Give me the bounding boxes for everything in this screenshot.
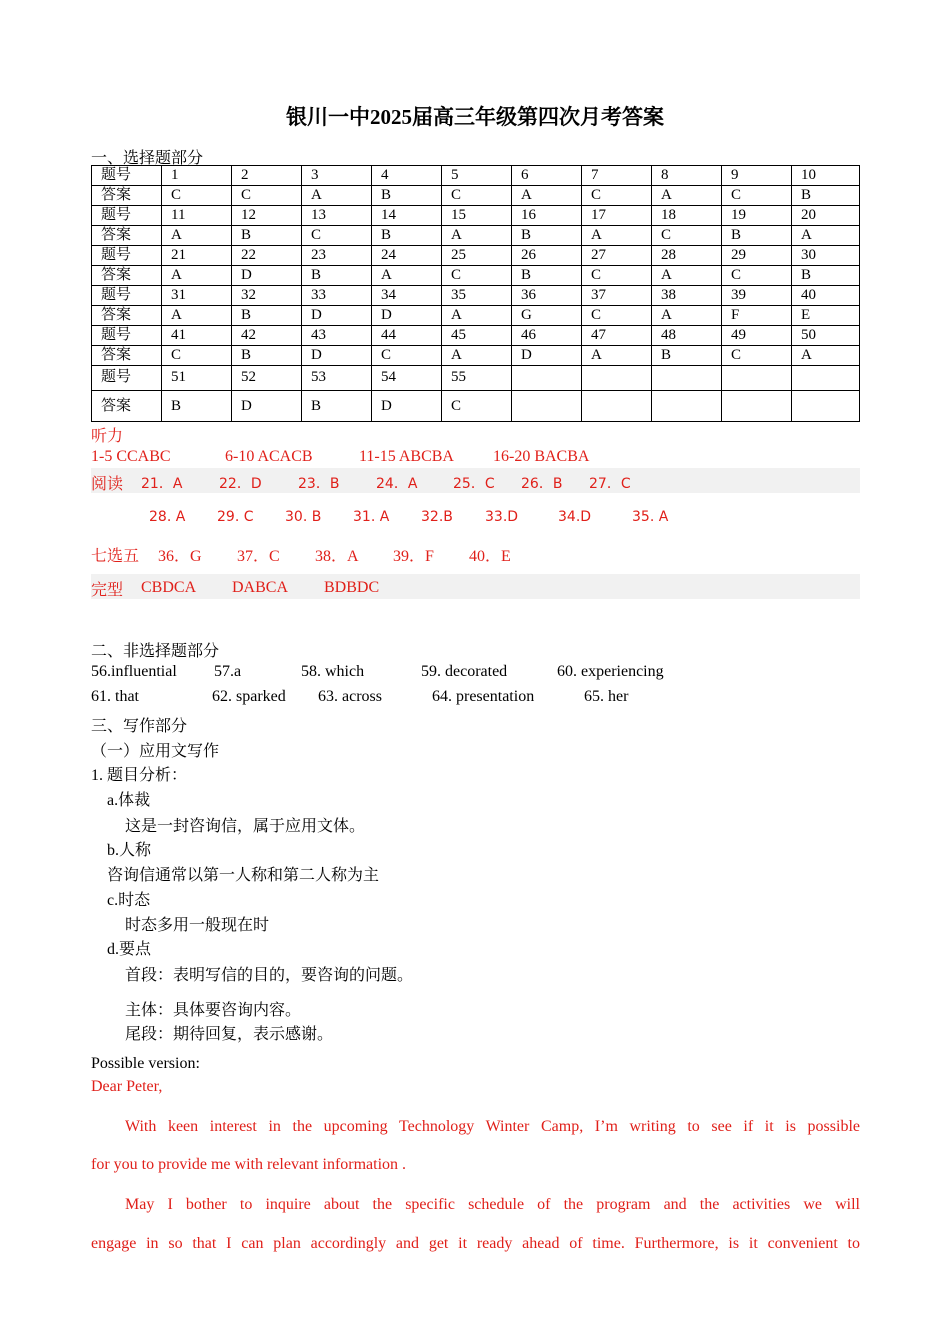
table-cell xyxy=(582,366,652,391)
table-row-label: 题号 xyxy=(92,286,162,306)
table-row-label: 答案 xyxy=(92,346,162,366)
table-cell: 26 xyxy=(512,246,582,266)
table-cell: B xyxy=(512,226,582,246)
table-row-label: 答案 xyxy=(92,306,162,326)
table-cell xyxy=(652,391,722,422)
table-cell: 21 xyxy=(162,246,232,266)
table-cell: C xyxy=(162,186,232,206)
table-cell: C xyxy=(652,226,722,246)
reading-item-26: 26．B xyxy=(521,476,563,492)
table-cell: D xyxy=(302,306,372,326)
analysis-d-text3: 尾段：期待回复，表示感谢。 xyxy=(125,1026,334,1043)
table-cell: 5 xyxy=(442,166,512,186)
table-cell: A xyxy=(162,226,232,246)
blank-59: 59. decorated xyxy=(421,663,508,680)
table-row xyxy=(92,346,860,366)
table-cell: 30 xyxy=(792,246,860,266)
possible-version-label: Possible version: xyxy=(91,1055,200,1072)
table-row xyxy=(92,186,860,206)
table-cell: A xyxy=(652,306,722,326)
table-cell: B xyxy=(232,346,302,366)
table-cell: C xyxy=(302,226,372,246)
table-cell: 35 xyxy=(442,286,512,306)
analysis-title: 1. 题目分析： xyxy=(91,767,188,784)
letter-salutation: Dear Peter, xyxy=(91,1078,163,1095)
table-cell: D xyxy=(232,266,302,286)
letter-p2-line2: engage in so that I can plan accordingly and get it ready ahead of time. Furthermore, is it convenient to xyxy=(91,1235,860,1252)
table-cell: 20 xyxy=(792,206,860,226)
table-cell: 46 xyxy=(512,326,582,346)
table-cell: A xyxy=(162,306,232,326)
analysis-b-label: b.人称 xyxy=(107,842,152,859)
table-cell xyxy=(582,391,652,422)
table-cell: 50 xyxy=(792,326,860,346)
table-cell: 49 xyxy=(722,326,792,346)
table-cell: 2 xyxy=(232,166,302,186)
table-cell: B xyxy=(722,226,792,246)
listening-group-3: 11-15 ABCBA xyxy=(359,448,454,465)
table-row-label: 题号 xyxy=(92,246,162,266)
table-cell: A xyxy=(582,346,652,366)
table-cell: 38 xyxy=(652,286,722,306)
table-cell: B xyxy=(372,226,442,246)
table-row-label: 题号 xyxy=(92,206,162,226)
cloze-group-2: DABCA xyxy=(232,579,289,596)
blank-62: 62. sparked xyxy=(212,688,286,705)
blank-60: 60. experiencing xyxy=(557,663,664,680)
table-cell: G xyxy=(512,306,582,326)
analysis-d-text1: 首段：表明写信的目的，要咨询的问题。 xyxy=(125,967,414,984)
table-cell: C xyxy=(582,306,652,326)
cloze-shade xyxy=(91,574,860,599)
table-cell xyxy=(722,391,792,422)
table-cell: 6 xyxy=(512,166,582,186)
seven-item-36: 36．G xyxy=(158,548,202,565)
cloze-label: 完型 xyxy=(91,582,124,599)
table-cell: 4 xyxy=(372,166,442,186)
table-cell: 32 xyxy=(232,286,302,306)
writing-sub1: （一）应用文写作 xyxy=(91,743,220,760)
table-cell: 17 xyxy=(582,206,652,226)
table-cell: 16 xyxy=(512,206,582,226)
blank-65: 65. her xyxy=(584,688,629,705)
analysis-a-text: 这是一封咨询信，属于应用文体。 xyxy=(125,818,366,835)
table-cell: A xyxy=(792,226,860,246)
table-cell: C xyxy=(722,266,792,286)
reading-item-29: 29. C xyxy=(217,509,254,525)
analysis-b-text: 咨询信通常以第一人称和第二人称为主 xyxy=(107,867,380,884)
table-cell: D xyxy=(372,306,442,326)
table-cell: C xyxy=(162,346,232,366)
letter-p1-line1: With keen interest in the upcoming Technology Winter Camp, I’m writing to see if it is possible xyxy=(125,1118,860,1135)
table-cell: 48 xyxy=(652,326,722,346)
table-cell: 8 xyxy=(652,166,722,186)
table-cell: B xyxy=(372,186,442,206)
table-cell: C xyxy=(722,186,792,206)
section1-heading: 一、选择题部分 xyxy=(91,150,204,167)
table-cell: 54 xyxy=(372,366,442,391)
table-cell: 39 xyxy=(722,286,792,306)
table-cell: 3 xyxy=(302,166,372,186)
table-cell: B xyxy=(652,346,722,366)
table-cell: 25 xyxy=(442,246,512,266)
table-cell: 41 xyxy=(162,326,232,346)
table-cell: 43 xyxy=(302,326,372,346)
reading-item-27: 27．C xyxy=(589,476,631,492)
table-cell: 27 xyxy=(582,246,652,266)
table-row xyxy=(92,226,860,246)
reading-item-24: 24．A xyxy=(376,476,418,492)
table-cell: 18 xyxy=(652,206,722,226)
table-cell: A xyxy=(512,186,582,206)
table-cell: 1 xyxy=(162,166,232,186)
table-cell xyxy=(512,366,582,391)
table-cell: B xyxy=(792,266,860,286)
analysis-a-label: a.体裁 xyxy=(107,792,151,809)
table-cell: C xyxy=(442,266,512,286)
table-cell: 11 xyxy=(162,206,232,226)
table-row xyxy=(92,366,860,391)
table-cell: 42 xyxy=(232,326,302,346)
table-cell xyxy=(792,391,860,422)
reading-item-33: 33.D xyxy=(485,509,519,525)
listening-group-1: 1-5 CCABC xyxy=(91,448,171,465)
table-cell: 37 xyxy=(582,286,652,306)
seven-item-40: 40．E xyxy=(469,548,511,565)
table-row-label: 答案 xyxy=(92,186,162,206)
reading-item-32: 32.B xyxy=(421,509,453,525)
table-cell: B xyxy=(792,186,860,206)
table-cell: 47 xyxy=(582,326,652,346)
table-cell: C xyxy=(232,186,302,206)
table-cell: 13 xyxy=(302,206,372,226)
table-cell: 36 xyxy=(512,286,582,306)
table-cell: 22 xyxy=(232,246,302,266)
seven-item-39: 39．F xyxy=(393,548,434,565)
table-cell xyxy=(792,366,860,391)
table-cell: 52 xyxy=(232,366,302,391)
table-cell: A xyxy=(442,306,512,326)
table-cell: D xyxy=(232,391,302,422)
table-cell: C xyxy=(372,346,442,366)
table-cell: 23 xyxy=(302,246,372,266)
table-row-label: 答案 xyxy=(92,266,162,286)
table-row-label: 题号 xyxy=(92,166,162,186)
table-row xyxy=(92,166,860,186)
blank-56: 56.influential xyxy=(91,663,177,680)
table-cell: 7 xyxy=(582,166,652,186)
table-row-label: 答案 xyxy=(92,391,162,422)
table-cell: C xyxy=(442,186,512,206)
table-cell: A xyxy=(372,266,442,286)
table-cell: 28 xyxy=(652,246,722,266)
letter-p1-line2: for you to provide me with relevant information . xyxy=(91,1156,407,1173)
table-cell: A xyxy=(162,266,232,286)
blank-57: 57.a xyxy=(214,663,242,680)
table-cell: C xyxy=(722,346,792,366)
table-row-label: 答案 xyxy=(92,226,162,246)
table-cell: 53 xyxy=(302,366,372,391)
section2-heading: 二、非选择题部分 xyxy=(91,643,220,660)
listening-group-4: 16-20 BACBA xyxy=(493,448,590,465)
table-cell: D xyxy=(302,346,372,366)
table-cell: A xyxy=(582,226,652,246)
reading-label: 阅读 xyxy=(91,476,124,493)
table-cell: 10 xyxy=(792,166,860,186)
table-cell: B xyxy=(302,391,372,422)
section3-heading: 三、写作部分 xyxy=(91,718,188,735)
table-cell: A xyxy=(442,226,512,246)
table-cell: D xyxy=(372,391,442,422)
table-cell: 12 xyxy=(232,206,302,226)
reading-item-21: 21．A xyxy=(141,476,183,492)
table-row xyxy=(92,266,860,286)
reading-item-30: 30. B xyxy=(285,509,322,525)
analysis-d-text2: 主体：具体要咨询内容。 xyxy=(125,1002,302,1019)
table-cell: 19 xyxy=(722,206,792,226)
table-cell: B xyxy=(302,266,372,286)
reading-item-22: 22．D xyxy=(219,476,262,492)
table-cell: B xyxy=(162,391,232,422)
table-cell: A xyxy=(442,346,512,366)
table-cell xyxy=(652,366,722,391)
page-title: 银川一中2025届高三年级第四次月考答案 xyxy=(286,105,664,129)
table-cell: A xyxy=(652,266,722,286)
seven-item-37: 37．C xyxy=(237,548,280,565)
table-cell: A xyxy=(652,186,722,206)
table-cell: C xyxy=(582,266,652,286)
seven-item-38: 38．A xyxy=(315,548,359,565)
table-cell: B xyxy=(512,266,582,286)
table-cell: A xyxy=(792,346,860,366)
table-cell: 34 xyxy=(372,286,442,306)
reading-item-28: 28. A xyxy=(149,509,186,525)
answer-table xyxy=(91,165,860,422)
table-cell: 55 xyxy=(442,366,512,391)
listening-group-2: 6-10 ACACB xyxy=(225,448,313,465)
reading-item-34: 34.D xyxy=(558,509,592,525)
blank-64: 64. presentation xyxy=(432,688,535,705)
analysis-d-label: d.要点 xyxy=(107,941,152,958)
table-row xyxy=(92,391,860,422)
table-cell: 15 xyxy=(442,206,512,226)
table-cell xyxy=(512,391,582,422)
analysis-c-text: 时态多用一般现在时 xyxy=(125,917,270,934)
table-cell: F xyxy=(722,306,792,326)
table-cell: B xyxy=(232,226,302,246)
table-cell: 31 xyxy=(162,286,232,306)
table-cell: 14 xyxy=(372,206,442,226)
blank-58: 58. which xyxy=(301,663,365,680)
reading-item-25: 25．C xyxy=(453,476,495,492)
table-cell: 29 xyxy=(722,246,792,266)
table-cell: D xyxy=(512,346,582,366)
seven-label: 七选五 xyxy=(91,548,140,565)
letter-p2-line1: May I bother to inquire about the specific schedule of the program and the activities we will xyxy=(125,1196,860,1213)
table-cell: C xyxy=(442,391,512,422)
table-cell: 24 xyxy=(372,246,442,266)
table-row-label: 题号 xyxy=(92,366,162,391)
table-cell: E xyxy=(792,306,860,326)
table-row-label: 题号 xyxy=(92,326,162,346)
table-row xyxy=(92,306,860,326)
table-cell: 9 xyxy=(722,166,792,186)
table-row xyxy=(92,246,860,266)
table-cell: 40 xyxy=(792,286,860,306)
table-cell: 33 xyxy=(302,286,372,306)
reading-item-31: 31. A xyxy=(353,509,390,525)
blank-63: 63. across xyxy=(318,688,382,705)
table-cell: A xyxy=(302,186,372,206)
table-cell: 51 xyxy=(162,366,232,391)
reading-item-23: 23．B xyxy=(298,476,340,492)
analysis-c-label: c.时态 xyxy=(107,892,151,909)
table-cell: 44 xyxy=(372,326,442,346)
reading-item-35: 35. A xyxy=(632,509,669,525)
table-cell: B xyxy=(232,306,302,326)
table-row xyxy=(92,286,860,306)
listening-label: 听力 xyxy=(91,428,124,445)
table-row xyxy=(92,206,860,226)
table-row xyxy=(92,326,860,346)
blank-61: 61. that xyxy=(91,688,139,705)
cloze-group-3: BDBDC xyxy=(324,579,380,596)
table-cell: 45 xyxy=(442,326,512,346)
table-cell: C xyxy=(582,186,652,206)
table-cell xyxy=(722,366,792,391)
cloze-group-1: CBDCA xyxy=(141,579,197,596)
